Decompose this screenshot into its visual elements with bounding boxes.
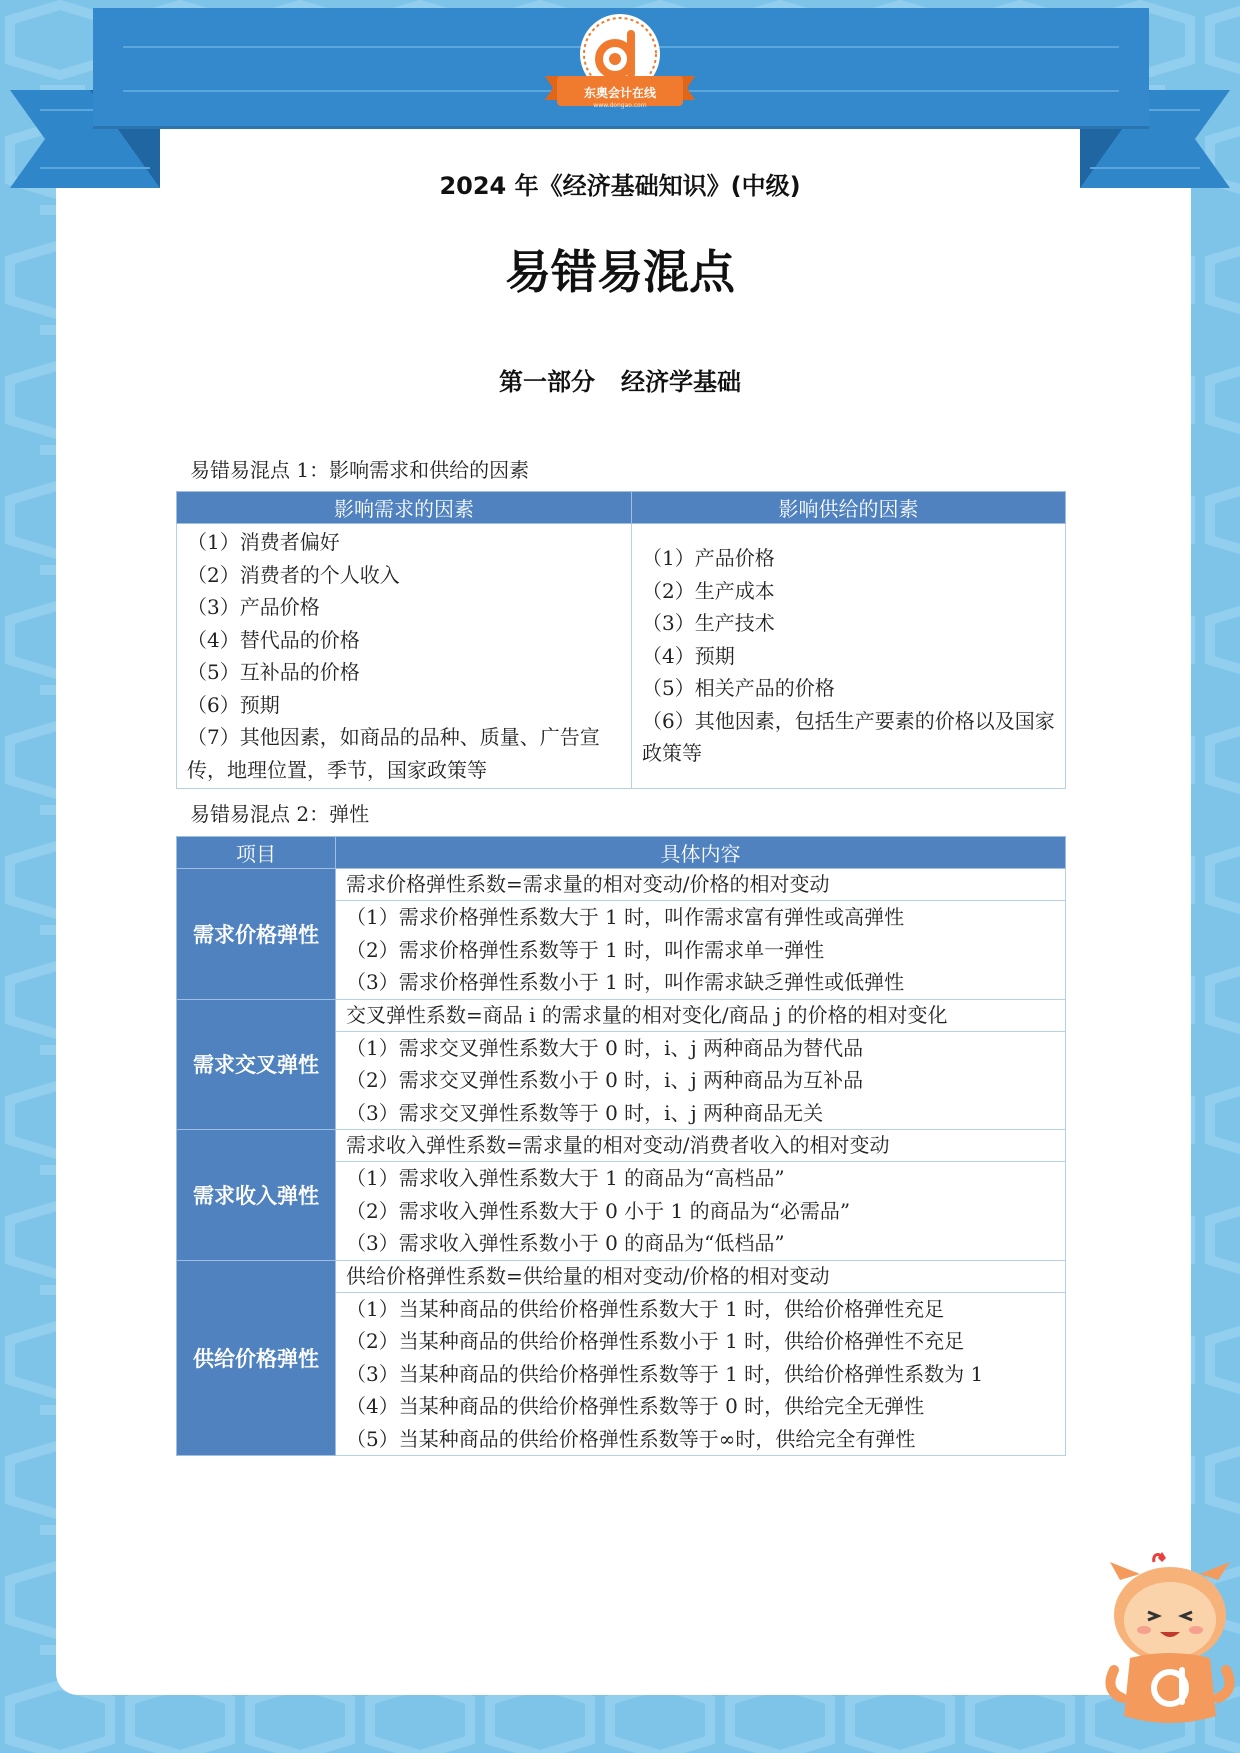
list-item: （3）需求收入弹性系数小于 0 的商品为“低档品” [346, 1231, 785, 1255]
list-item: （6）预期 [187, 692, 280, 717]
list-item: （7）其他因素，如商品的品种、质量、广告宣传，地理位置，季节，国家政策等 [187, 725, 600, 782]
list-item: （6）其他因素，包括生产要素的价格以及国家政策等 [642, 708, 1055, 766]
detail-cell [336, 901, 1066, 1000]
demand-supply-table [176, 491, 1066, 789]
demand-column-header: 影响需求的因素 [177, 492, 632, 524]
logo-url: www.dongao.com [593, 102, 647, 109]
logo-text: 东奥会计在线 [583, 86, 656, 100]
list-item: （5）互补品的价格 [187, 660, 360, 684]
supply-column-header: 影响供给的因素 [632, 492, 1066, 524]
row-label: 供给价格弹性 [177, 1260, 336, 1456]
list-item: （5）当某种商品的供给价格弹性系数等于∞时，供给完全有弹性 [346, 1426, 916, 1451]
list-item: （4）替代品的价格 [187, 627, 360, 652]
list-item: （3）需求价格弹性系数小于 1 时，叫作需求缺乏弹性或低弹性 [346, 970, 905, 994]
row-label: 需求收入弹性 [177, 1130, 336, 1261]
list-item: （1）消费者偏好 [187, 530, 340, 554]
list-item: （5）相关产品的价格 [642, 676, 835, 701]
definition-cell: 需求收入弹性系数=需求量的相对变动/消费者收入的相对变动 [336, 1130, 1066, 1162]
list-item: （1）当某种商品的供给价格弹性系数大于 1 时，供给价格弹性充足 [346, 1296, 945, 1321]
list-item: （3）需求交叉弹性系数等于 0 时，i、j 两种商品无关 [346, 1100, 824, 1125]
list-item: （2）消费者的个人收入 [187, 562, 400, 587]
list-item: （2）需求收入弹性系数大于 0 小于 1 的商品为“必需品” [346, 1198, 851, 1223]
list-item: （4）当某种商品的供给价格弹性系数等于 0 时，供给完全无弹性 [346, 1394, 925, 1418]
section-2-heading: 易错易混点 2：弹性 [190, 802, 370, 826]
elasticity-table [176, 836, 1066, 1456]
row-label: 需求价格弹性 [177, 869, 336, 1000]
item-column-header: 项目 [177, 837, 336, 869]
detail-cell [336, 1292, 1066, 1456]
part-label: 第一部分 [499, 368, 595, 396]
definition-cell: 供给价格弹性系数=供给量的相对变动/价格的相对变动 [336, 1260, 1066, 1292]
demand-factors-cell [177, 524, 632, 789]
list-item: （3）当某种商品的供给价格弹性系数等于 1 时，供给价格弹性系数为 1 [346, 1361, 984, 1386]
part-name: 经济学基础 [621, 368, 741, 396]
brand-logo [545, 14, 695, 119]
definition-cell: 需求价格弹性系数=需求量的相对变动/价格的相对变动 [336, 869, 1066, 901]
supply-factors-cell [632, 524, 1066, 789]
detail-cell [336, 1031, 1066, 1130]
list-item: （1）需求交叉弹性系数大于 0 时，i、j 两种商品为替代品 [346, 1035, 864, 1060]
page-title: 易错易混点 [505, 245, 735, 299]
list-item: （1）需求价格弹性系数大于 1 时，叫作需求富有弹性或高弹性 [346, 905, 905, 929]
document-title: 2024 年《经济基础知识》(中级) [439, 172, 801, 200]
list-item: （2）需求交叉弹性系数小于 0 时，i、j 两种商品为互补品 [346, 1068, 864, 1092]
list-item: （1）产品价格 [642, 546, 775, 571]
list-item: （1）需求收入弹性系数大于 1 的商品为“高档品” [346, 1166, 785, 1190]
list-item: （2）生产成本 [642, 578, 775, 603]
list-item: （3）生产技术 [642, 611, 775, 636]
part-heading [0, 362, 1240, 397]
mascot-icon [1100, 1540, 1240, 1730]
list-item: （3）产品价格 [187, 595, 320, 619]
content-column-header: 具体内容 [336, 837, 1066, 869]
definition-cell: 交叉弹性系数=商品 i 的需求量的相对变化/商品 j 的价格的相对变化 [336, 999, 1066, 1031]
row-label: 需求交叉弹性 [177, 999, 336, 1130]
list-item: （4）预期 [642, 643, 735, 668]
section-1-heading: 易错易混点 1：影响需求和供给的因素 [190, 458, 530, 482]
list-item: （2）需求价格弹性系数等于 1 时，叫作需求单一弹性 [346, 937, 825, 962]
list-item: （2）当某种商品的供给价格弹性系数小于 1 时，供给价格弹性不充足 [346, 1329, 965, 1353]
detail-cell [336, 1162, 1066, 1261]
